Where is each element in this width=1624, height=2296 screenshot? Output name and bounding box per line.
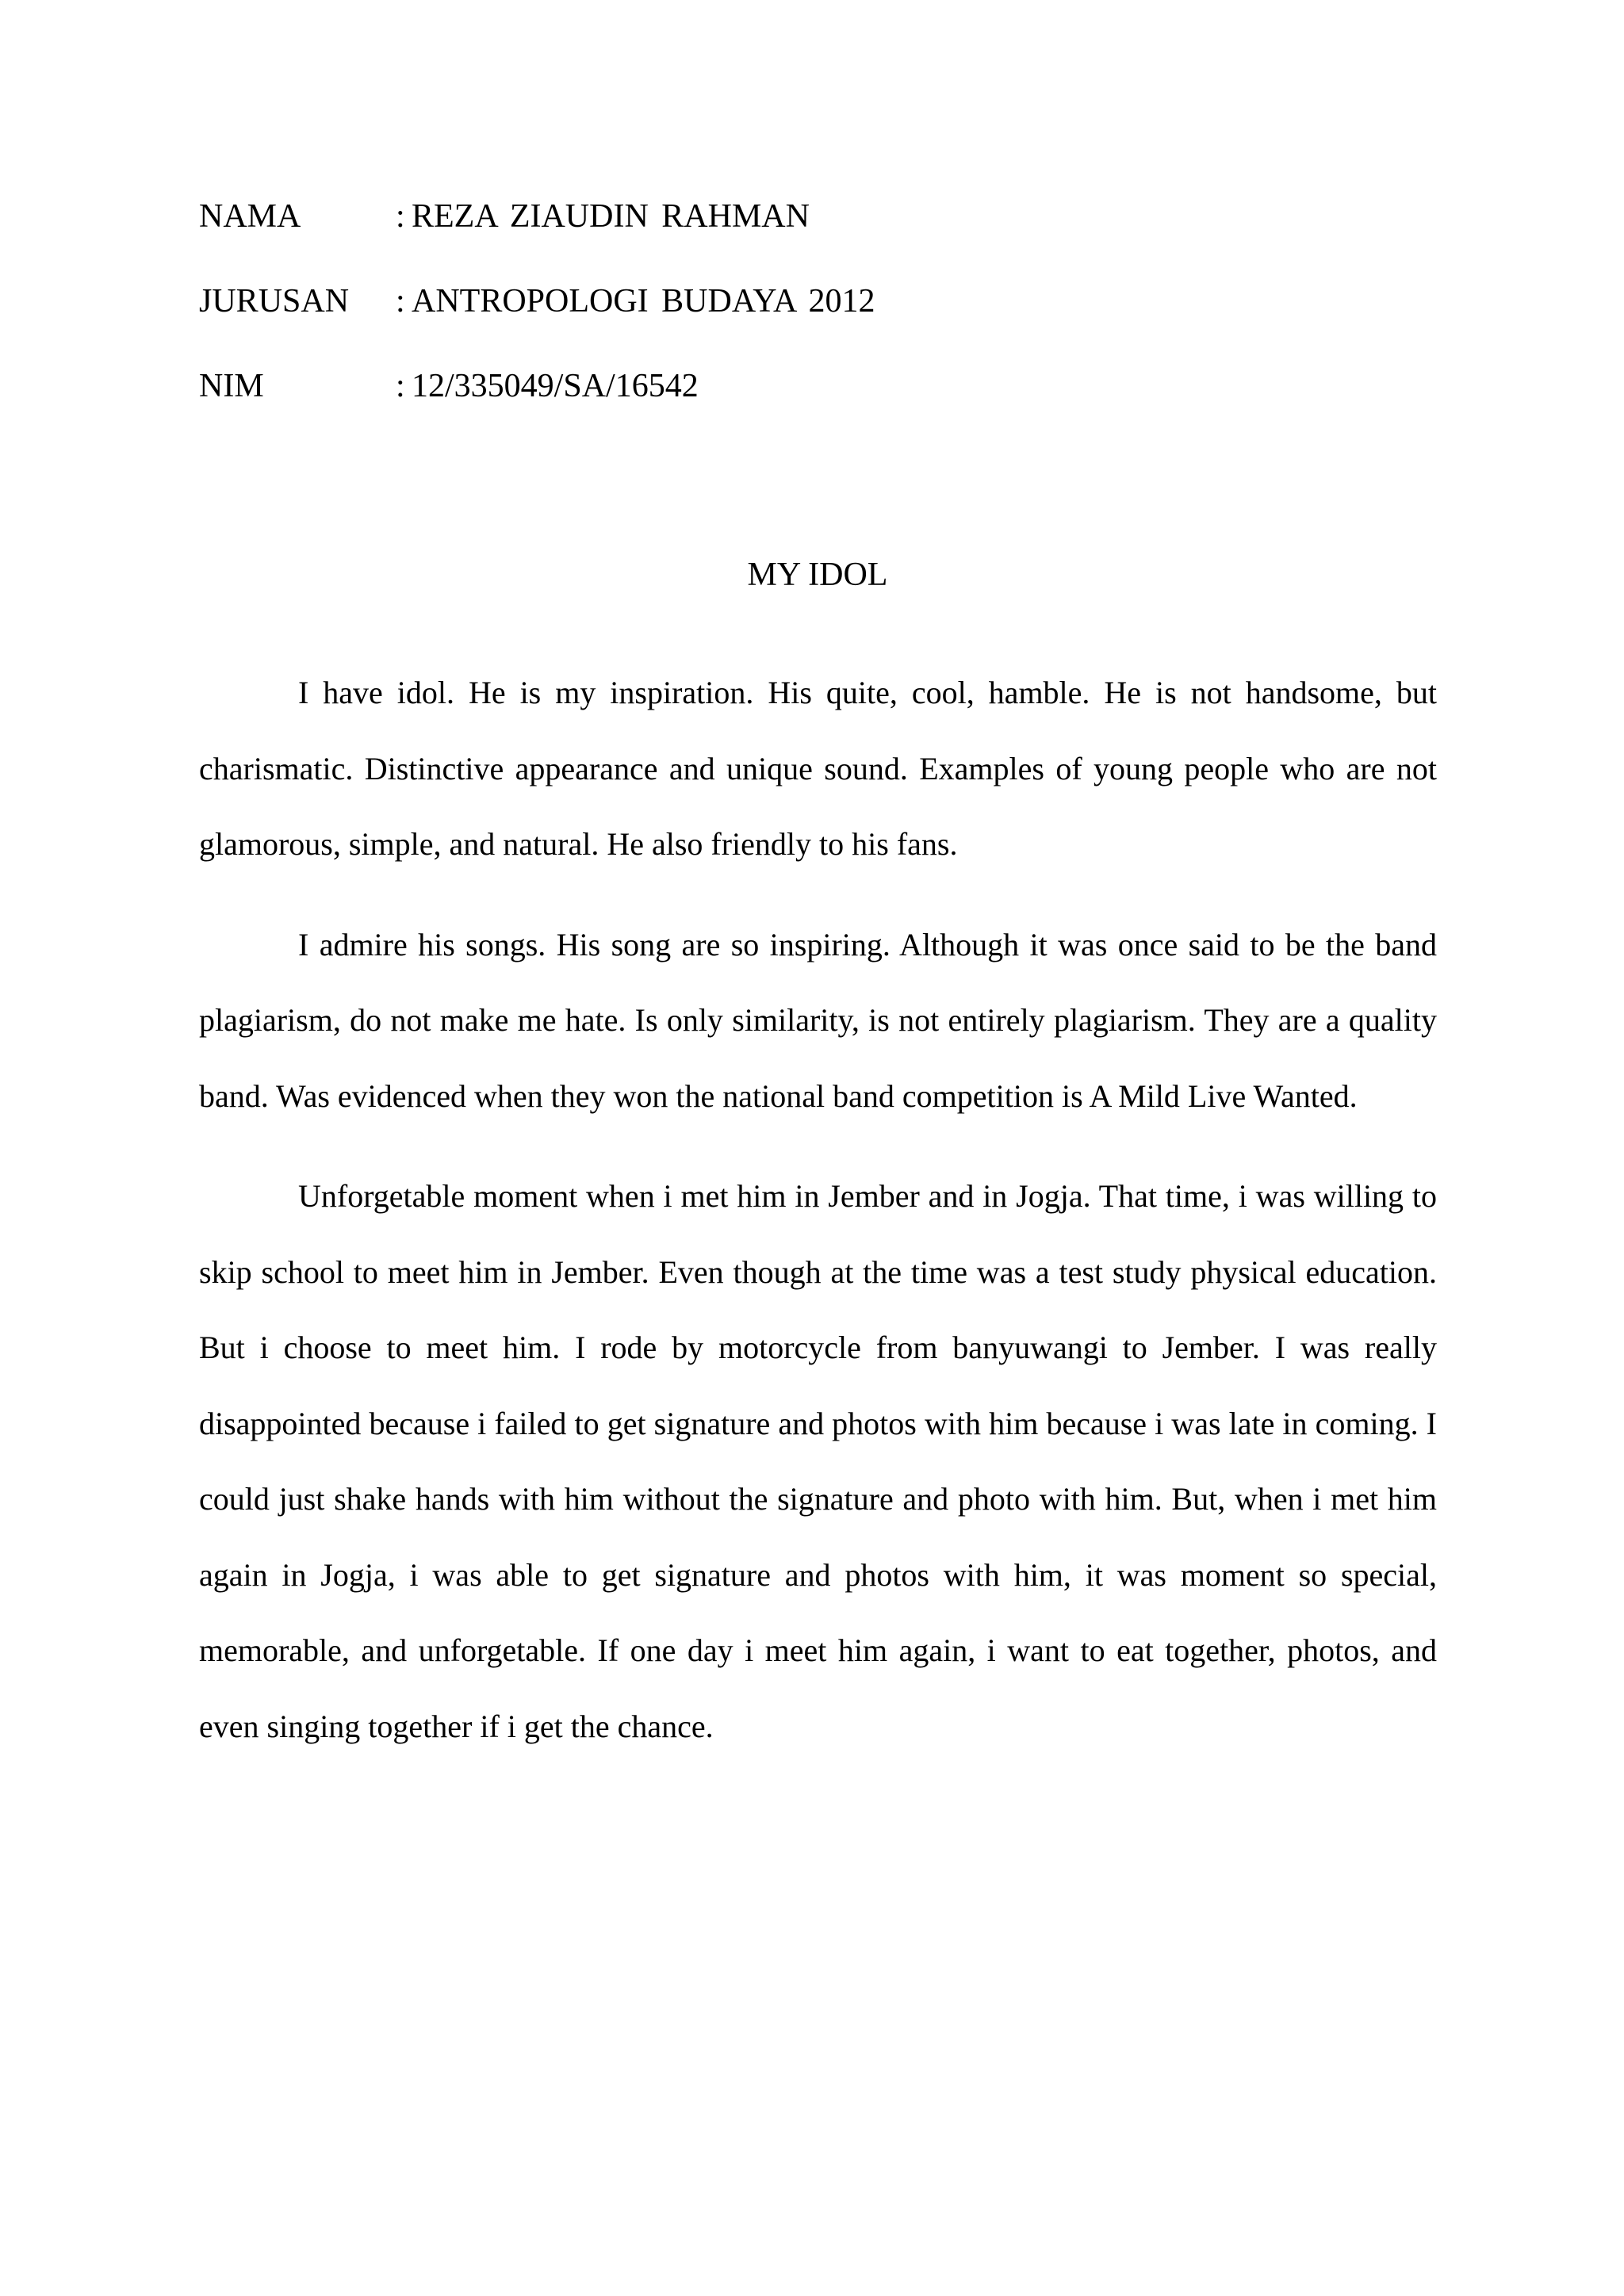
paragraph-2: I admire his songs. His song are so inspiring. Although it was once said to be the band plagiarism, do not make me hate. Is only similarity, is not entirely plagiarism. They are a quality band. Was evidenced when they won the national band competition is A Mild Live Wanted. — [199, 926, 1437, 1114]
student-id-row — [199, 364, 1436, 449]
name-row — [199, 194, 1436, 279]
name-label: NAMA — [199, 198, 301, 235]
name-value: REZA ZIAUDIN RAHMAN — [412, 198, 810, 235]
student-id-label: NIM — [199, 368, 264, 404]
name-separator: : — [396, 198, 405, 235]
paragraph-3: Unforgetable moment when i met him in Jember and in Jogja. That time, i was willing to skip school to meet him in Jember. Even though at the time was a test study physical education. But i choose to meet him. I rode by motorcycle from banyuwangi to Jember. I was really disappointed because i failed to get signature and photos with him because i was late in coming. I could just shake hands with him without the signature and photo with him. But, when i met him again in Jogja, i was able to get signature and photos with him, it was moment so special, memorable, and unforgetable. If one day i meet him again, i want to eat together, photos, and even singing together if i get the chance. — [199, 1178, 1437, 1744]
student-info-header — [199, 194, 1436, 449]
paragraph-1: I have idol. He is my inspiration. His quite, cool, hamble. He is not handsome, but charismatic. Distinctive appearance and unique sound. Examples of young people who are not glamorous, simple, and natural. He also friendly to his fans. — [199, 675, 1437, 862]
student-id-value: 12/335049/SA/16542 — [412, 368, 699, 404]
major-label: JURUSAN — [199, 283, 350, 320]
document-title: MY IDOL — [747, 557, 888, 593]
essay-body — [199, 655, 1437, 1789]
major-value: ANTROPOLOGI BUDAYA 2012 — [412, 283, 875, 320]
major-row — [199, 279, 1436, 364]
major-separator: : — [396, 283, 405, 320]
student-id-separator: : — [396, 368, 405, 404]
